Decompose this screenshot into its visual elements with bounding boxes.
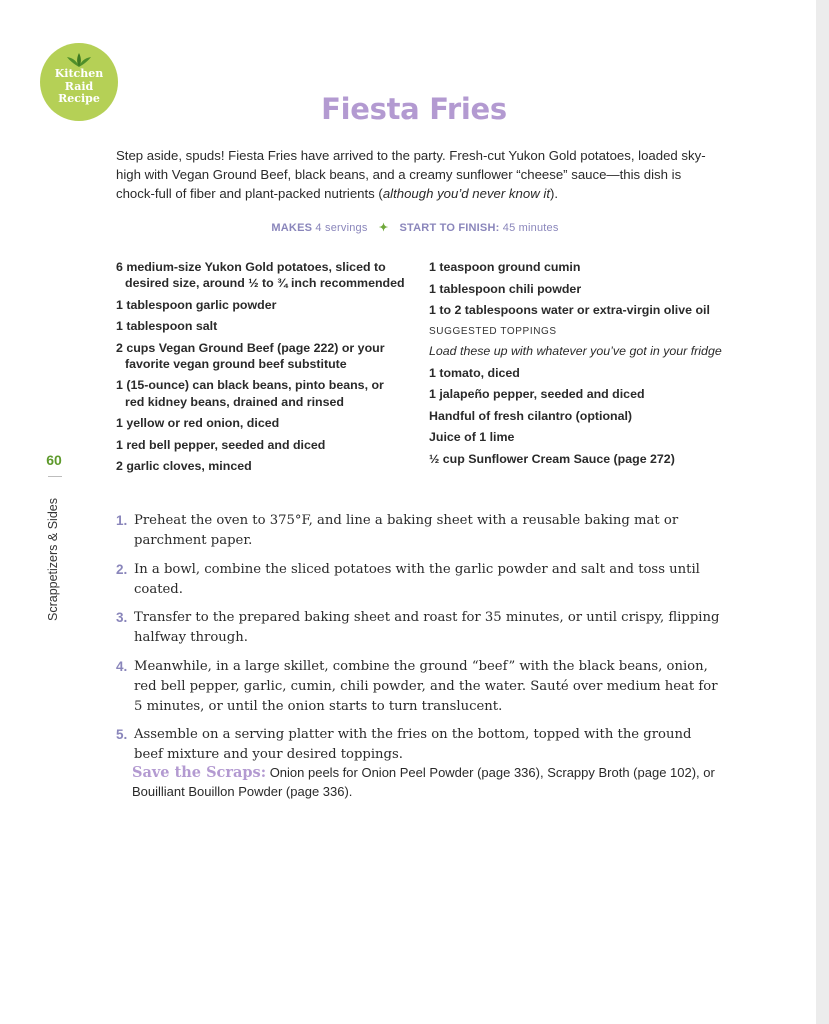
ingredient: 2 cups Vegan Ground Beef (page 222) or your favorite vegan ground beef substitute	[116, 340, 385, 371]
ingredient: 2 garlic cloves, minced	[116, 459, 252, 474]
step-item	[116, 608, 721, 648]
ingredient: 1 teaspoon ground cumin	[429, 260, 581, 274]
ingredients-right	[429, 259, 729, 472]
ingredient: 1 red bell pepper, seeded and diced	[116, 437, 326, 452]
ingredient: 6 medium-size Yukon Gold potatoes, sliced to desired size, around ½ to ¾ inch recommended	[116, 260, 405, 291]
badge-line: Recipe	[58, 92, 100, 105]
yield-time-line	[116, 221, 714, 234]
step-number: 4.	[116, 658, 128, 674]
time-label: START TO FINISH:	[399, 222, 500, 234]
time-value: 45 minutes	[502, 222, 559, 234]
ingredients-left	[116, 259, 406, 480]
step-item	[116, 657, 721, 717]
step-text: Transfer to the prepared baking sheet and roast for 35 minutes, or until crispy, flipping halfway through.	[134, 610, 720, 645]
intro-paragraph	[116, 146, 716, 204]
step-text: Assemble on a serving platter with the fries on the bottom, topped with the ground beef mixture and your desired toppings.	[134, 727, 692, 762]
step-number: 5.	[116, 727, 128, 742]
page-number-divider	[48, 476, 62, 477]
toppings-heading: SUGGESTED TOPPINGS	[429, 326, 557, 338]
ingredient: 1 tablespoon chili powder	[429, 281, 582, 296]
badge-line: Raid	[64, 79, 94, 93]
separator-icon: ✦	[378, 222, 389, 234]
toppings-note: Load these up with whatever you’ve got in your fridge	[429, 344, 722, 359]
badge-line: Kitchen	[54, 67, 104, 80]
section-label: Scrappetizers & Sides	[46, 498, 60, 621]
step-item	[116, 560, 721, 600]
intro-text: Step aside, spuds! Fiesta Fries have arrived to the party. Fresh-cut Yukon Gold potatoes, loaded sky-high with Vegan Ground Beef, black beans, and a creamy sunflower “cheese” sauce—this dish is chock-full of fiber and plant-packed nutrients (	[116, 148, 706, 202]
ingredient: 1 yellow or red onion, diced	[116, 416, 280, 431]
save-the-scraps-note	[132, 763, 722, 801]
ingredient: 1 to 2 tablespoons water or extra-virgin olive oil	[429, 303, 710, 317]
topping: ½ cup Sunflower Cream Sauce (page 272)	[429, 451, 675, 466]
recipe-title: Fiesta Fries	[321, 92, 507, 126]
leaf-icon	[64, 52, 94, 68]
step-number: 1.	[116, 513, 128, 528]
page-edge	[816, 0, 829, 1024]
badge-text	[40, 68, 118, 106]
step-number: 2.	[116, 561, 128, 577]
kitchen-raid-badge	[40, 43, 118, 121]
step-item	[116, 511, 721, 551]
step-text: Meanwhile, in a large skillet, combine the ground “beef” with the black beans, onion, red bell pepper, garlic, cumin, chili powder, and the water. Sauté over medium heat for 5 minutes, or until the onion starts to turn translucent.	[134, 658, 718, 714]
ingredient: 1 tablespoon garlic powder	[116, 297, 277, 312]
method-steps	[116, 511, 721, 774]
ingredient: 1 tablespoon salt	[116, 319, 218, 334]
page-number: 60	[46, 452, 62, 468]
save-the-scraps-text: Onion peels for Onion Peel Powder (page 336), Scrappy Broth (page 102), or Bouilliant Bouillon Powder (page 336).	[132, 765, 715, 799]
step-item	[116, 725, 721, 765]
save-the-scraps-label: Save the Scraps:	[132, 764, 267, 781]
intro-end: ).	[549, 186, 559, 202]
makes-value: 4 servings	[315, 222, 368, 234]
step-number: 3.	[116, 610, 128, 625]
topping: 1 jalapeño pepper, seeded and diced	[429, 387, 645, 402]
topping: Handful of fresh cilantro (optional)	[429, 408, 633, 423]
ingredient: 1 (15-ounce) can black beans, pinto beans, or red kidney beans, drained and rinsed	[116, 378, 384, 409]
topping: Juice of 1 lime	[429, 430, 515, 445]
topping: 1 tomato, diced	[429, 365, 520, 380]
step-text: Preheat the oven to 375°F, and line a baking sheet with a reusable baking mat or parchment paper.	[134, 513, 679, 548]
intro-italic: although you’d never know it	[382, 186, 550, 202]
step-text: In a bowl, combine the sliced potatoes with the garlic powder and salt and toss until coated.	[134, 561, 700, 597]
makes-label: MAKES	[271, 222, 313, 234]
